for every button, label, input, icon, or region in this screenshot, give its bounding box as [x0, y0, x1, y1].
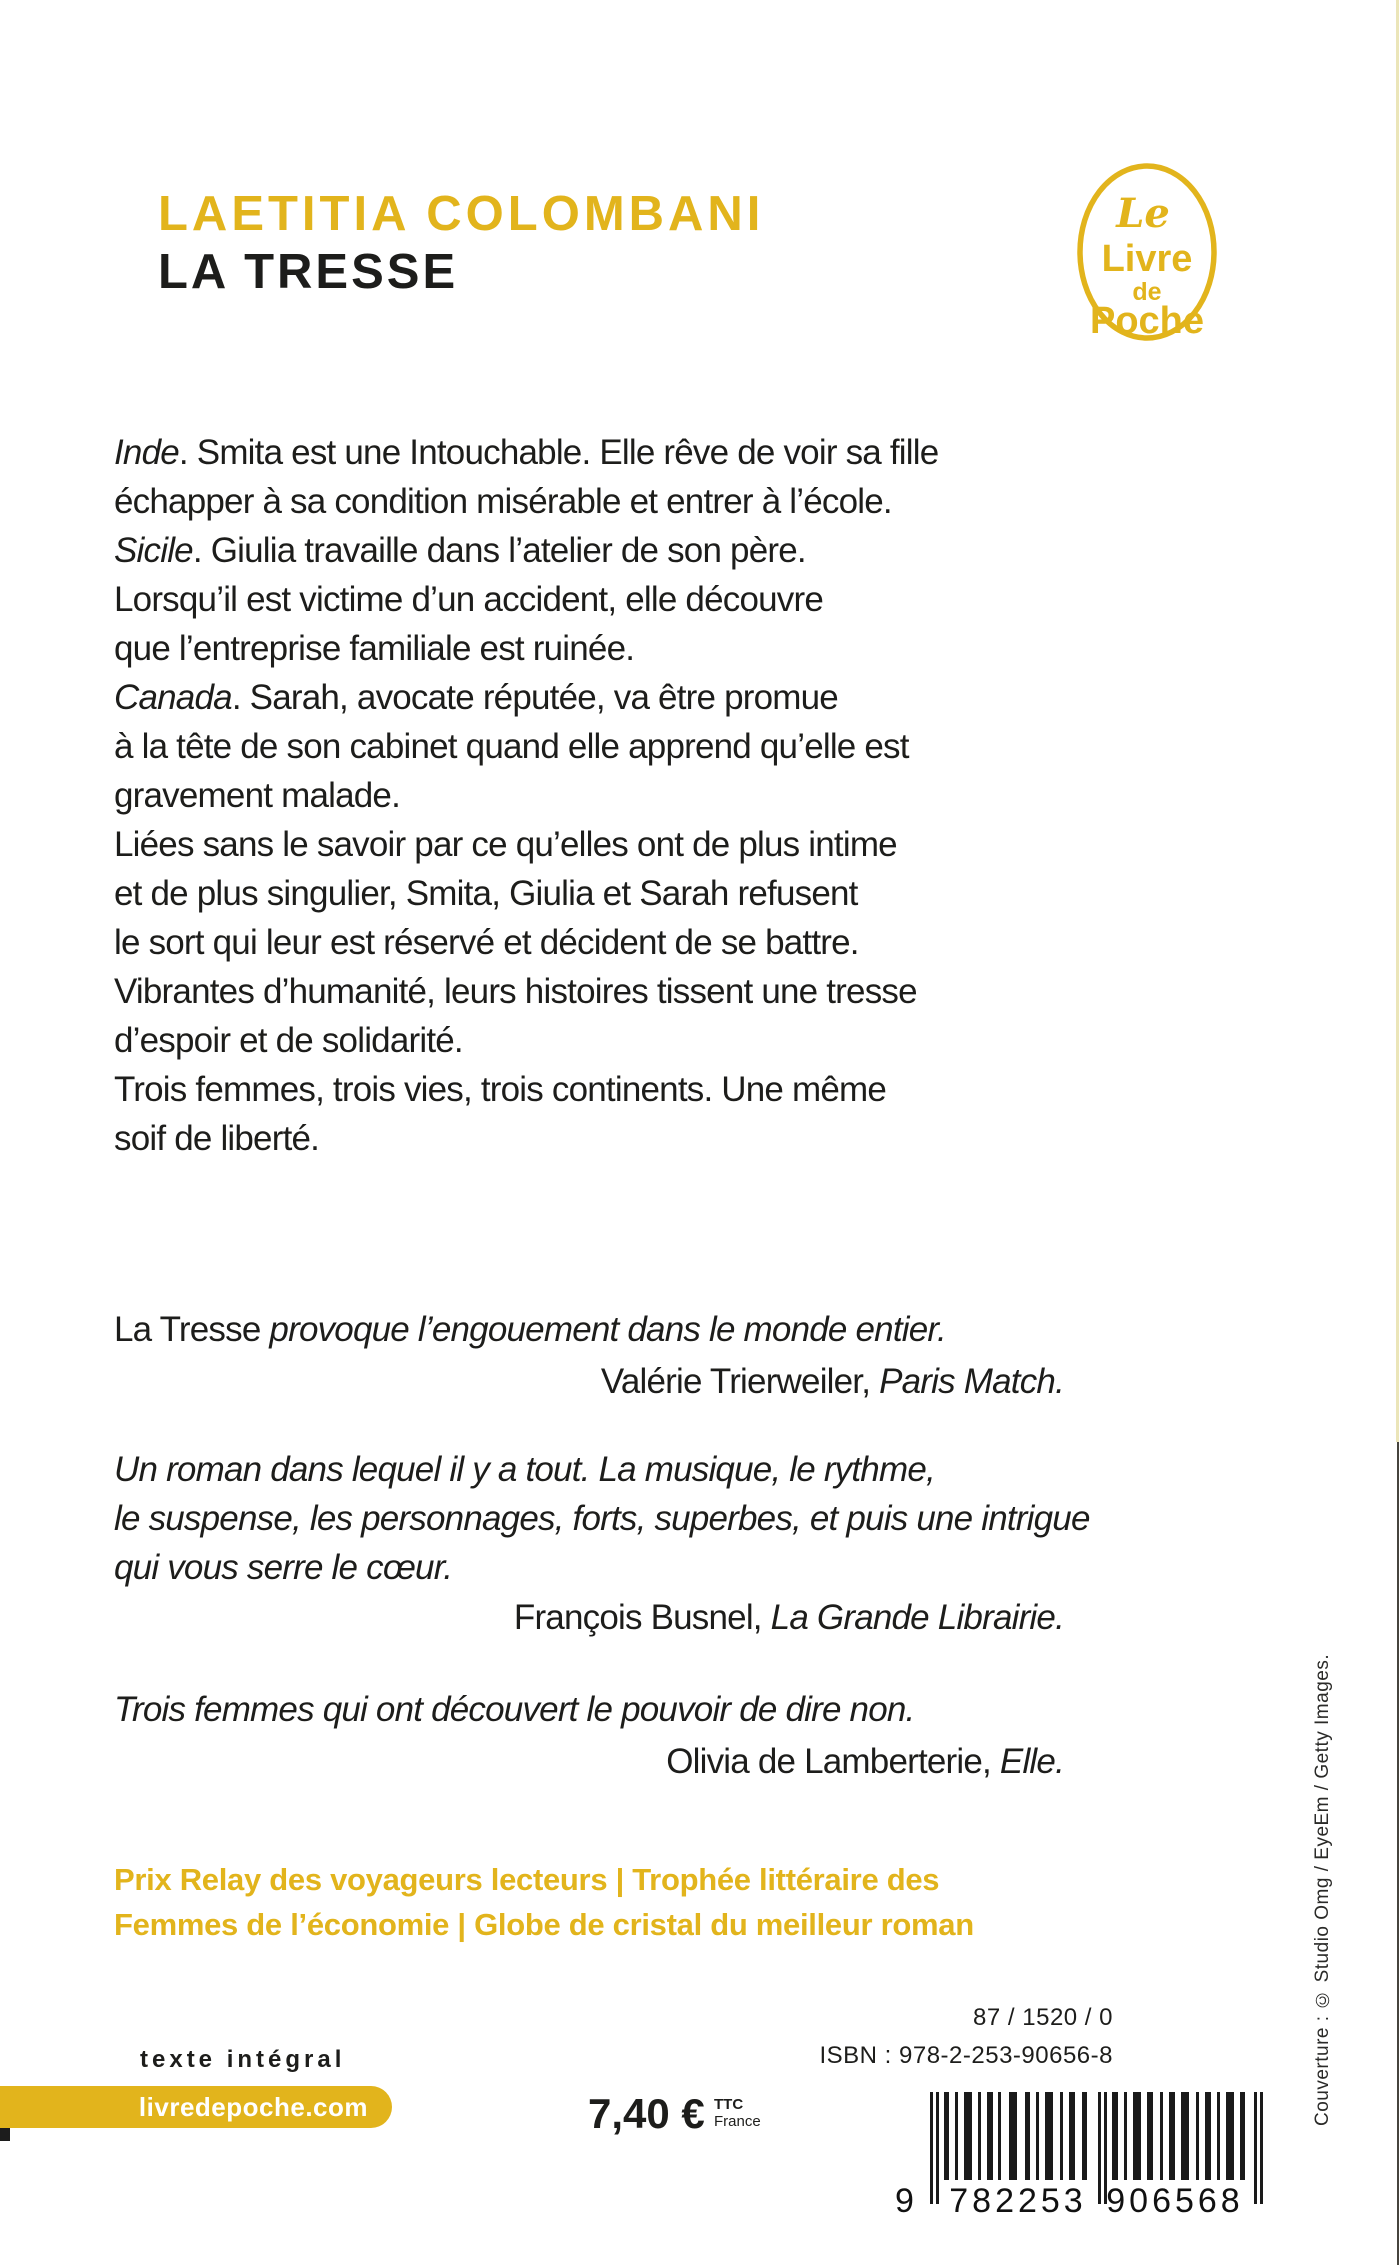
synopsis-line	[114, 1016, 938, 1065]
edition-code: 87 / 1520 / 0	[973, 2004, 1113, 2031]
synopsis-line	[114, 722, 938, 771]
synopsis-text: . Sarah, avocate réputée, va être promue	[231, 678, 838, 717]
critic-name: François Busnel,	[513, 1598, 771, 1637]
logo-de: de	[1132, 278, 1162, 306]
press-quote: Un roman dans lequel il y a tout. La musique, le rythme,	[114, 1450, 935, 1489]
synopsis-line	[114, 477, 938, 526]
author-name: LAETITIA COLOMBANI	[158, 187, 765, 241]
quote-attribution	[114, 1598, 1064, 1638]
synopsis-text: Vibrantes d’humanité, leurs histoires tissent une tresse	[114, 972, 917, 1011]
publication-name: Paris Match.	[879, 1362, 1064, 1401]
synopsis-line	[114, 771, 938, 820]
synopsis-line	[114, 918, 938, 967]
publication-name: Elle.	[999, 1742, 1064, 1781]
logo-le: Le	[1116, 190, 1170, 237]
price-note-ttc: TTC	[714, 2096, 744, 2113]
critic-name: Olivia de Lamberterie,	[666, 1742, 1000, 1781]
publisher-website-bar	[0, 2086, 392, 2128]
press-quote: qui vous serre le cœur.	[114, 1548, 453, 1587]
quote-text: provoque l’engouement dans le monde entier.	[260, 1310, 946, 1349]
synopsis-text: le sort qui leur est réservé et décident de se battre.	[114, 923, 859, 962]
synopsis-text: Liées sans le savoir par ce qu’elles ont de plus intime	[114, 825, 897, 864]
synopsis-text: à la tête de son cabinet quand elle apprend qu’elle est	[114, 727, 909, 766]
book-title: LA TRESSE	[158, 245, 459, 299]
logo-poche: Poche	[1089, 300, 1205, 342]
synopsis-text: d’espoir et de solidarité.	[114, 1021, 463, 1060]
price-note-france: France	[714, 2113, 761, 2130]
synopsis-line	[114, 526, 938, 575]
livre-de-poche-oval-icon	[1075, 161, 1220, 345]
page-edge-artifact	[1397, 1442, 1399, 2265]
synopsis-text: échapper à sa condition misérable et entrer à l’école.	[114, 482, 892, 521]
quote-attribution	[114, 1742, 1064, 1782]
press-quote: Trois femmes qui ont découvert le pouvoir de dire non.	[114, 1690, 915, 1729]
isbn-number: ISBN : 978-2-253-90656-8	[819, 2042, 1113, 2069]
synopsis-text: Trois femmes, trois vies, trois continents. Une même	[114, 1070, 887, 1109]
website-url: livredepoche.com	[138, 2091, 368, 2122]
publisher-logo	[1075, 161, 1220, 345]
synopsis-line	[114, 820, 938, 869]
synopsis-text: gravement malade.	[114, 776, 401, 815]
corner-mark-artifact	[0, 2128, 10, 2141]
price-note	[714, 2096, 761, 2130]
synopsis-text: . Smita est une Intouchable. Elle rêve de voir sa fille	[178, 433, 939, 472]
synopsis-line	[114, 428, 938, 477]
country-lead: Canada	[114, 678, 232, 717]
press-quote: le suspense, les personnages, forts, superbes, et puis une intrigue	[114, 1499, 1090, 1538]
cover-photo-credit: Couverture : © Studio Omg / EyeEm / Getty Images.	[1312, 1653, 1333, 2126]
country-lead: Sicile	[114, 531, 193, 570]
country-lead: Inde	[114, 433, 179, 472]
synopsis-line	[114, 1065, 938, 1114]
critic-name: Valérie Trierweiler,	[600, 1362, 880, 1401]
synopsis-line	[114, 869, 938, 918]
synopsis-text: que l’entreprise familiale est ruinée.	[114, 629, 635, 668]
synopsis-text: soif de liberté.	[114, 1119, 320, 1158]
logo-livre: Livre	[1101, 238, 1193, 280]
synopsis	[114, 428, 938, 1163]
synopsis-line	[114, 673, 938, 722]
press-quote	[114, 1310, 946, 1350]
price: 7,40 €	[588, 2090, 705, 2137]
awards-line: Prix Relay des voyageurs lecteurs | Trophée littéraire des	[114, 1862, 940, 1897]
quoted-title: La Tresse	[114, 1310, 261, 1349]
ean-barcode	[895, 2092, 1265, 2220]
synopsis-text: et de plus singulier, Smita, Giulia et Sarah refusent	[114, 874, 858, 913]
barcode-digit-first: 9	[895, 2182, 914, 2220]
synopsis-line	[114, 967, 938, 1016]
barcode-digits-group1: 782253	[949, 2182, 1087, 2220]
page-edge-artifact	[1396, 0, 1399, 1442]
synopsis-line	[114, 1114, 938, 1163]
synopsis-text: . Giulia travaille dans l’atelier de son père.	[192, 531, 806, 570]
barcode-digits-group2: 906568	[1106, 2182, 1244, 2220]
texte-integral-label: texte intégral	[140, 2046, 346, 2073]
synopsis-text: Lorsqu’il est victime d’un accident, elle découvre	[114, 580, 823, 619]
synopsis-line	[114, 624, 938, 673]
awards-line: Femmes de l’économie | Globe de cristal du meilleur roman	[114, 1907, 974, 1942]
synopsis-line	[114, 575, 938, 624]
publication-name: La Grande Librairie.	[770, 1598, 1064, 1637]
quote-attribution	[114, 1362, 1064, 1402]
